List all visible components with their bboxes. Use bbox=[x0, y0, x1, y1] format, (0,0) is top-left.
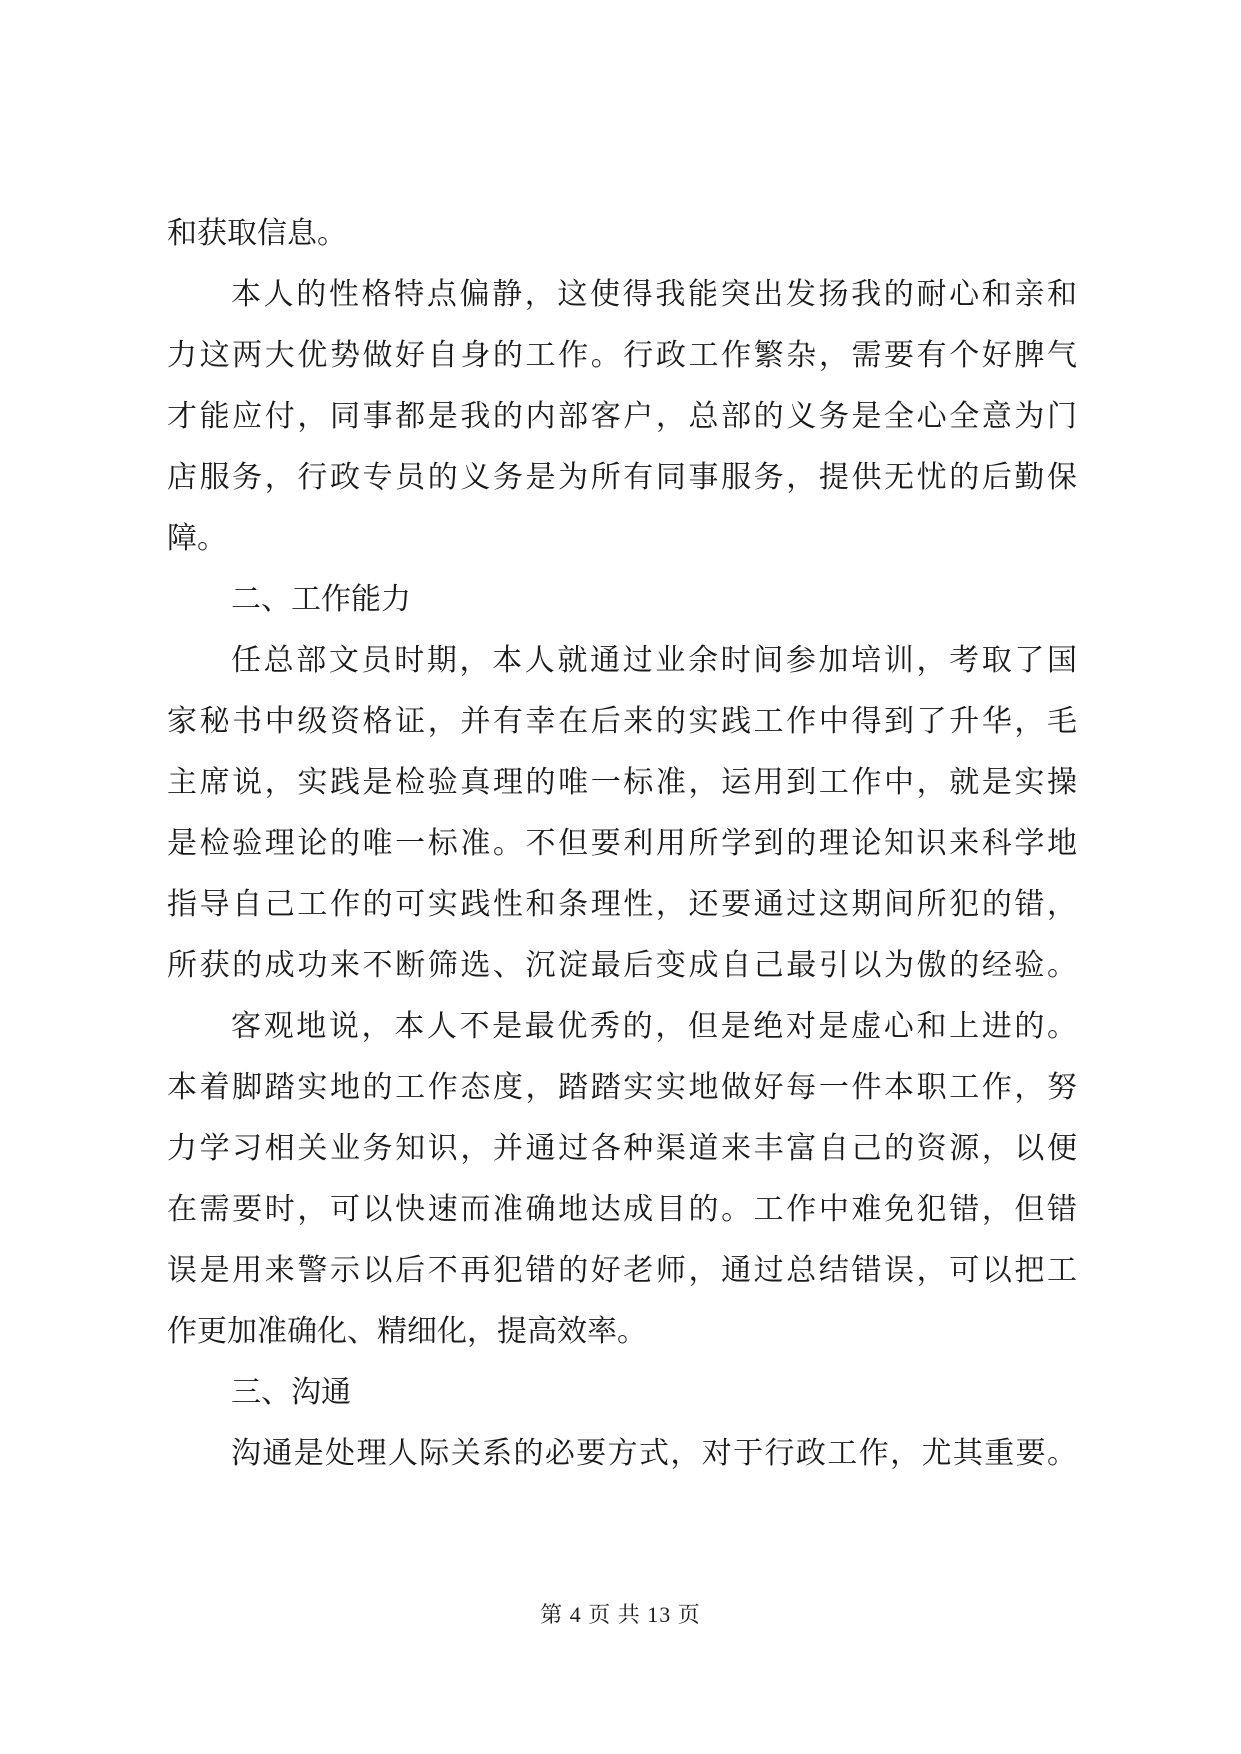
body-line: 沟通是处理人际关系的必要方式，对于行政工作，尤其重要。 bbox=[231, 1436, 1077, 1471]
body-line: 主席说，实践是检验真理的唯一标准，运用到工作中，就是实操 bbox=[167, 765, 1077, 800]
body-line: 本人的性格特点偏静，这使得我能突出发扬我的耐心和亲和 bbox=[231, 277, 1077, 312]
body-line: 所获的成功来不断筛选、沉淀最后变成自己最引以为傲的经验。 bbox=[167, 948, 1077, 983]
body-line: 任总部文员时期，本人就通过业余时间参加培训，考取了国 bbox=[231, 643, 1077, 678]
document-body bbox=[167, 203, 1077, 1484]
body-line: 客观地说，本人不是最优秀的，但是绝对是虚心和上进的。 bbox=[231, 1009, 1077, 1044]
body-line: 误是用来警示以后不再犯错的好老师，通过总结错误，可以把工 bbox=[167, 1253, 1077, 1288]
body-line: 障。 bbox=[167, 521, 227, 556]
body-line: 和获取信息。 bbox=[167, 216, 347, 251]
body-line: 力学习相关业务知识，并通过各种渠道来丰富自己的资源，以便 bbox=[167, 1131, 1077, 1166]
section-heading: 三、沟通 bbox=[231, 1375, 351, 1410]
body-line: 家秘书中级资格证，并有幸在后来的实践工作中得到了升华，毛 bbox=[167, 704, 1077, 739]
body-line: 在需要时，可以快速而准确地达成目的。工作中难免犯错，但错 bbox=[167, 1192, 1077, 1227]
page-number-footer: 第 4 页 共 13 页 bbox=[540, 1602, 701, 1627]
body-line: 店服务，行政专员的义务是为所有同事服务，提供无忧的后勤保 bbox=[167, 460, 1077, 495]
body-line: 本着脚踏实地的工作态度，踏踏实实地做好每一件本职工作，努 bbox=[167, 1070, 1077, 1105]
body-line: 是检验理论的唯一标准。不但要利用所学到的理论知识来科学地 bbox=[167, 826, 1077, 861]
body-line: 才能应付，同事都是我的内部客户，总部的义务是全心全意为门 bbox=[167, 399, 1077, 434]
body-line: 作更加准确化、精细化，提高效率。 bbox=[167, 1314, 647, 1349]
body-line: 力这两大优势做好自身的工作。行政工作繁杂，需要有个好脾气 bbox=[167, 338, 1077, 373]
body-line: 指导自己工作的可实践性和条理性，还要通过这期间所犯的错， bbox=[167, 887, 1077, 922]
section-heading: 二、工作能力 bbox=[231, 582, 411, 617]
